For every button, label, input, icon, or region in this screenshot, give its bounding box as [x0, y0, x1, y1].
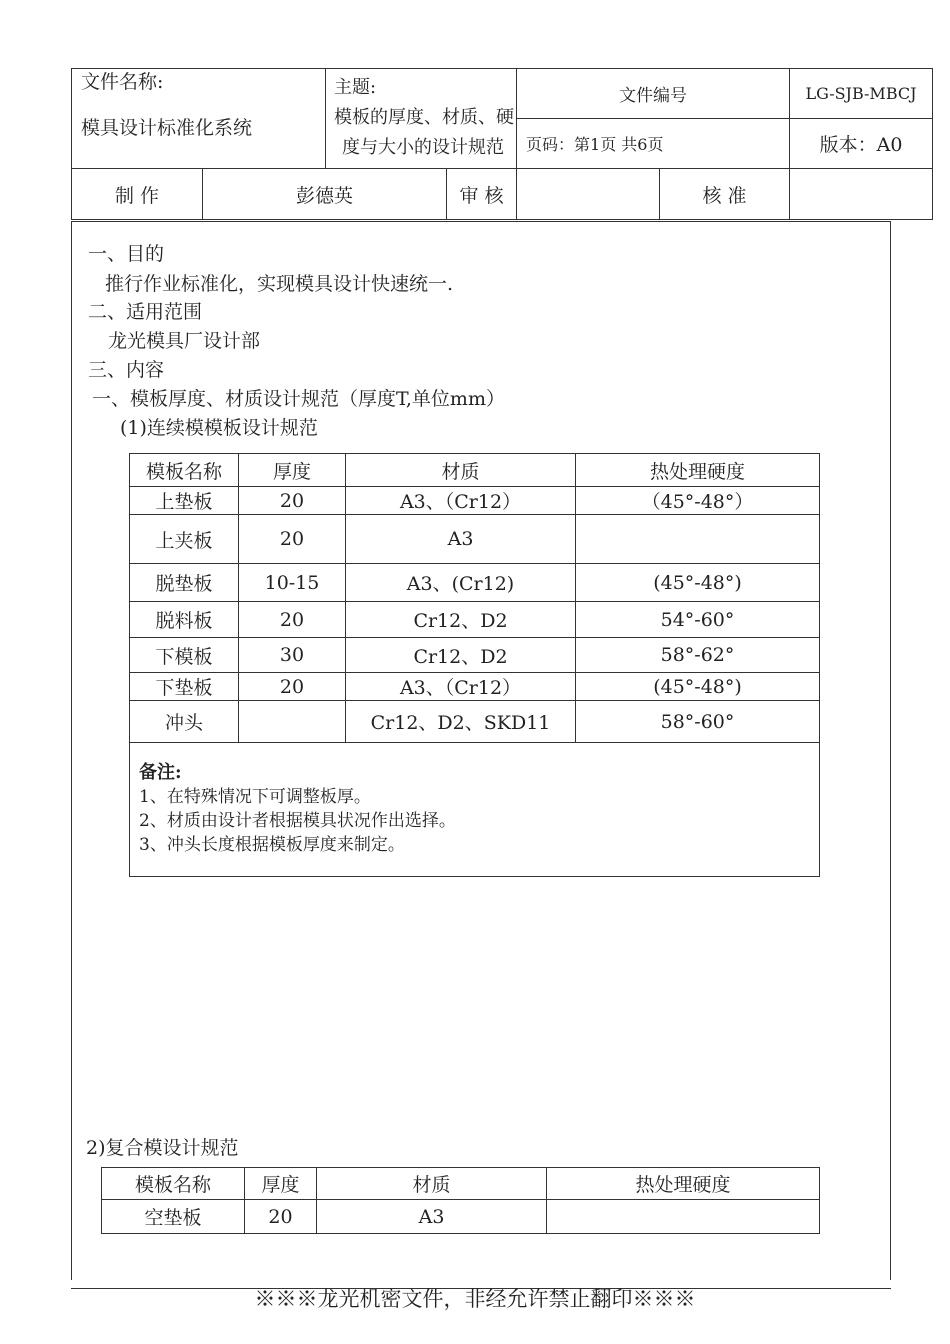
table-cell: A3 [346, 515, 576, 564]
table-cell: 上夹板 [130, 515, 239, 564]
approve-value [790, 169, 933, 220]
subject-line-2: 度与大小的设计规范 [342, 137, 505, 158]
table-cell: （45°-48°） [576, 487, 820, 515]
document-header [71, 68, 933, 220]
table-cell: 脱垫板 [130, 564, 239, 602]
table-cell: 10-15 [239, 564, 346, 602]
table-cell: 58°-60° [576, 701, 820, 743]
notes-row [130, 743, 820, 877]
table-row [130, 487, 820, 515]
table-header-row [102, 1168, 820, 1200]
section-2-text: 龙光模具厂设计部 [108, 330, 261, 352]
note-item: 2、材质由设计者根据模具状况作出选择。 [139, 811, 456, 831]
column-header: 模板名称 [102, 1168, 245, 1200]
column-header: 热处理硬度 [547, 1168, 820, 1200]
subsection-1-1-title: (1)连续模模板设计规范 [120, 417, 318, 439]
body-right-border [890, 221, 891, 1280]
table-row [130, 602, 820, 638]
table-header-row [130, 454, 820, 487]
doc-name-value: 模具设计标准化系统 [81, 117, 253, 139]
table-row [102, 1200, 820, 1234]
section-1-title: 一、目的 [88, 243, 165, 265]
column-header: 材质 [317, 1168, 547, 1200]
subsection-2-title: 2)复合模设计规范 [86, 1137, 239, 1159]
table-cell [547, 1200, 820, 1234]
review-label: 审 核 [447, 169, 517, 220]
table-row [130, 638, 820, 673]
table-cell: 20 [239, 673, 346, 701]
table-cell: 空垫板 [102, 1200, 245, 1234]
progressive-die-table [129, 453, 820, 877]
table-cell: 30 [239, 638, 346, 673]
table-cell: Cr12、D2 [346, 602, 576, 638]
approve-label: 核 准 [660, 169, 790, 220]
table-cell: 54°-60° [576, 602, 820, 638]
doc-name-label: 文件名称: [81, 71, 164, 93]
table-cell: (45°-48°) [576, 673, 820, 701]
table-cell: Cr12、D2、SKD11 [346, 701, 576, 743]
table-row [130, 673, 820, 701]
doc-number-label: 文件编号 [517, 69, 790, 119]
review-value [517, 169, 660, 220]
subsection-1-title: 一、模板厚度、材质设计规范（厚度T,单位mm） [92, 388, 505, 410]
table-cell: (45°-48°) [576, 564, 820, 602]
table-cell: 20 [239, 487, 346, 515]
table-cell: 上垫板 [130, 487, 239, 515]
doc-number-value: LG-SJB-MBCJ [790, 69, 933, 119]
notes-title: 备注: [139, 762, 182, 783]
compound-die-table [101, 1167, 820, 1234]
table-cell: 下模板 [130, 638, 239, 673]
table-cell: A3 [317, 1200, 547, 1234]
confidential-footer: ※※※龙光机密文件，非经允许禁止翻印※※※ [254, 1287, 696, 1311]
column-header: 模板名称 [130, 454, 239, 487]
version: 版本：A0 [790, 119, 933, 169]
table-cell: A3、（Cr12） [346, 487, 576, 515]
table-cell: 20 [245, 1200, 317, 1234]
table-cell: 58°-62° [576, 638, 820, 673]
column-header: 材质 [346, 454, 576, 487]
page-info: 页码：第1页 共6页 [517, 119, 790, 169]
table-cell [576, 515, 820, 564]
table-cell: 冲头 [130, 701, 239, 743]
table-cell: 20 [239, 602, 346, 638]
column-header: 厚度 [245, 1168, 317, 1200]
note-item: 3、冲头长度根据模板厚度来制定。 [139, 835, 405, 855]
section-3-title: 三、内容 [88, 359, 165, 381]
section-1-text: 推行作业标准化，实现模具设计快速统一. [105, 273, 454, 295]
table-cell: 脱料板 [130, 602, 239, 638]
body-left-border [71, 221, 72, 1280]
made-by-label: 制 作 [72, 169, 203, 220]
doc-name-cell [72, 69, 326, 169]
table-row [130, 564, 820, 602]
table-row [130, 515, 820, 564]
table-cell: A3、(Cr12) [346, 564, 576, 602]
column-header: 厚度 [239, 454, 346, 487]
note-item: 1、在特殊情况下可调整板厚。 [139, 787, 371, 807]
table-cell: 下垫板 [130, 673, 239, 701]
column-header: 热处理硬度 [576, 454, 820, 487]
subject-cell [326, 69, 517, 169]
subject-line-1: 模板的厚度、材质、硬 [334, 107, 515, 128]
section-2-title: 二、适用范围 [88, 301, 203, 323]
table-row [130, 701, 820, 743]
body-top-border [71, 221, 891, 222]
subject-label: 主题: [334, 77, 377, 98]
made-by-value: 彭德英 [203, 169, 447, 220]
table-cell: Cr12、D2 [346, 638, 576, 673]
table-cell [239, 701, 346, 743]
notes-cell [130, 743, 820, 877]
table-cell: A3、（Cr12） [346, 673, 576, 701]
table-cell: 20 [239, 515, 346, 564]
